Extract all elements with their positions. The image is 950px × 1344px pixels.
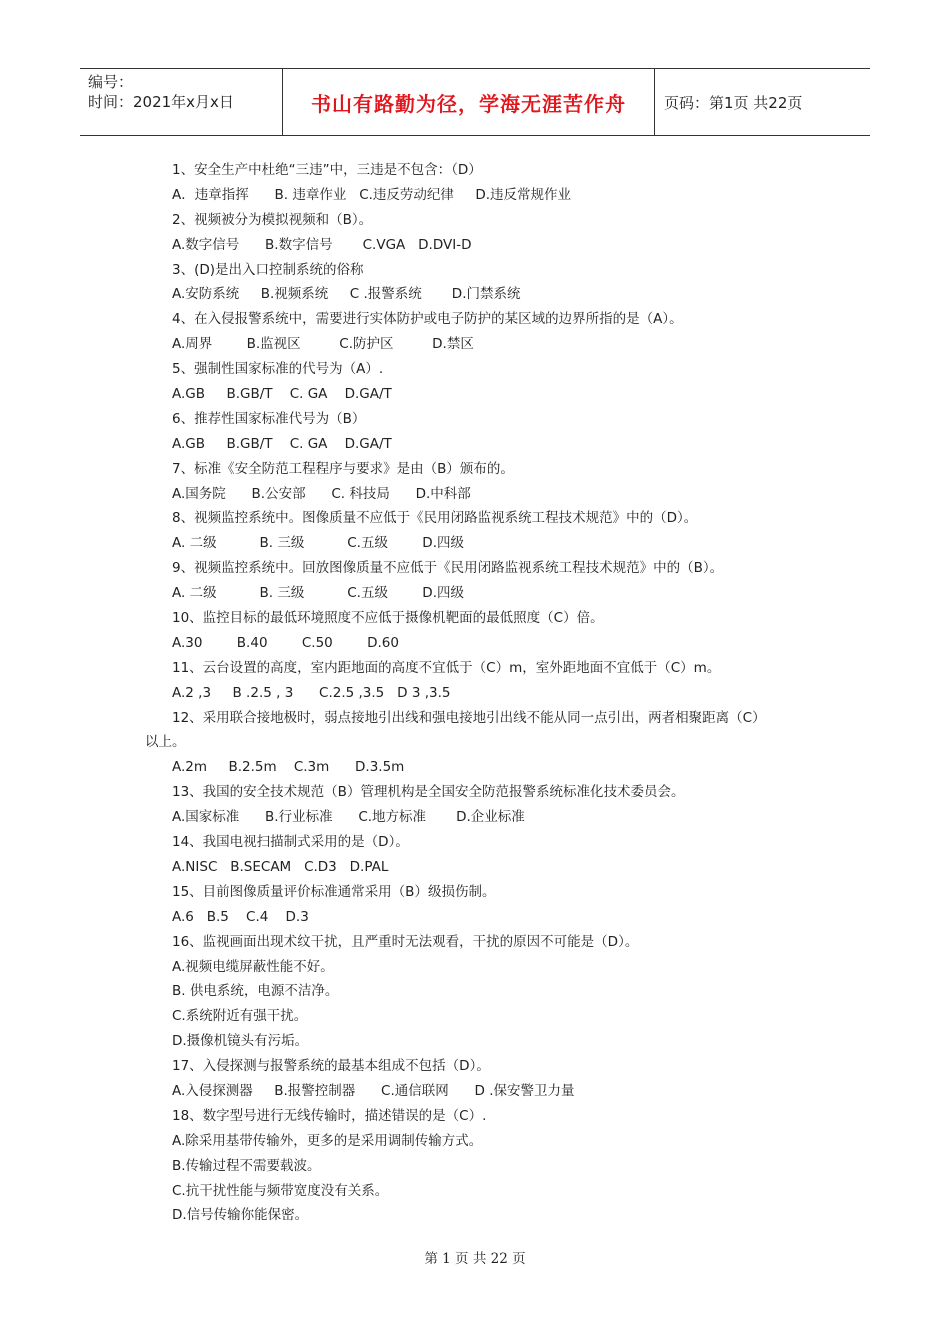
option-line: B.传输过程不需要载波。	[172, 1157, 321, 1174]
option-line: A.视频电缆屏蔽性能不好。	[172, 958, 334, 975]
question-line: 15、目前图像质量评价标准通常采用（B）级损伤制。	[172, 883, 496, 900]
options-line: A.6 B.5 C.4 D.3	[172, 908, 309, 925]
question-line: 16、监视画面出现术纹干扰，且严重时无法观看，干扰的原因不可能是（D）。	[172, 933, 639, 950]
options-line: A.GB B.GB/T C. GA D.GA/T	[172, 386, 392, 403]
question-line: 3、(D)是出入口控制系统的俗称	[172, 261, 364, 278]
header-page-label: 页码：第1页 共22页	[664, 93, 803, 112]
options-line: A．违章指挥 B. 违章作业 C.违反劳动纪律 D.违反常规作业	[172, 186, 572, 203]
options-line: A.NISC B.SECAM C.D3 D.PAL	[172, 858, 389, 875]
time-label: 时间：2021年x月x日	[88, 93, 234, 111]
options-line: A.入侵探测器 B.报警控制器 C.通信联网 D .保安警卫力量	[172, 1082, 575, 1099]
question-line: 14、我国电视扫描制式采用的是（D）。	[172, 834, 409, 851]
page-header	[80, 68, 870, 136]
question-line: 9、视频监控系统中。回放图像质量不应低于《民用闭路监视系统工程技术规范》中的（B）。	[172, 560, 724, 577]
question-line: 1、安全生产中杜绝“三违”中，三违是不包含：（D）	[172, 162, 482, 178]
option-line: C.系统附近有强干扰。	[172, 1008, 308, 1025]
options-line: A.数字信号 B.数字信号 C.VGA D.DVI-D	[172, 236, 472, 253]
question-line: 6、推荐性国家标准代号为（B）	[172, 410, 366, 427]
options-line: A.周界 B.监视区 C.防护区 D.禁区	[172, 336, 474, 353]
options-line: A.安防系统 B.视频系统 C .报警系统 D.门禁系统	[172, 286, 521, 303]
question-line: 11、云台设置的高度，室内距地面的高度不宜低于（C）m，室外距地面不宜低于（C）m。	[172, 659, 721, 676]
options-line: A.2 ,3 B .2.5 , 3 C.2.5 ,3.5 D 3 ,3.5	[172, 684, 451, 701]
question-line: 7、标准《安全防范工程程序与要求》是由（B）颁布的。	[172, 460, 514, 477]
question-line: 18、数字型号进行无线传输时，描述错误的是（C）.	[172, 1107, 487, 1124]
options-line: A.GB B.GB/T C. GA D.GA/T	[172, 435, 392, 452]
question-line: 17、入侵探测与报警系统的最基本组成不包括（D）。	[172, 1058, 490, 1075]
option-line: D.摄像机镜头有污垢。	[172, 1033, 309, 1050]
question-line: 10、监控目标的最低环境照度不应低于摄像机靶面的最低照度（C）倍。	[172, 610, 604, 627]
options-line: A.国务院 B.公安部 C. 科技局 D.中科部	[172, 485, 471, 502]
option-line: A.除采用基带传输外，更多的是采用调制传输方式。	[172, 1132, 483, 1149]
options-line: A. 二级 B. 三级 C.五级 D.四级	[172, 585, 464, 602]
options-line: A. 二级 B. 三级 C.五级 D.四级	[172, 535, 464, 552]
question-continuation: 以上。	[145, 734, 186, 751]
number-label: 编号：	[88, 73, 134, 91]
page-footer: 第 1 页 共 22 页	[424, 1251, 526, 1267]
question-line: 2、视频被分为模拟视频和（B）。	[172, 211, 373, 228]
header-motto: 书山有路勤为径，学海无涯苦作舟	[283, 69, 655, 135]
option-line: D.信号传输你能保密。	[172, 1207, 309, 1224]
question-line: 5、强制性国家标准的代号为（A）.	[172, 361, 384, 378]
question-line: 12、采用联合接地极时，弱点接地引出线和强电接地引出线不能从同一点引出，两者相聚距离（C）	[172, 709, 766, 726]
question-line: 13、我国的安全技术规范（B）管理机构是全国安全防范报警系统标准化技术委员会。	[172, 784, 685, 801]
question-line: 4、在入侵报警系统中，需要进行实体防护或电子防护的某区域的边界所指的是（A）。	[172, 311, 683, 328]
header-meta	[80, 69, 283, 135]
document-body	[145, 158, 805, 1228]
options-line: A.2m B.2.5m C.3m D.3.5m	[172, 759, 405, 776]
question-line: 8、视频监控系统中。图像质量不应低于《民用闭路监视系统工程技术规范》中的（D）。	[172, 510, 698, 527]
options-line: A.30 B.40 C.50 D.60	[172, 634, 399, 651]
option-line: B. 供电系统，电源不洁净。	[172, 983, 339, 1000]
options-line: A.国家标准 B.行业标准 C.地方标准 D.企业标准	[172, 809, 525, 826]
option-line: C.抗干扰性能与频带宽度没有关系。	[172, 1182, 389, 1199]
